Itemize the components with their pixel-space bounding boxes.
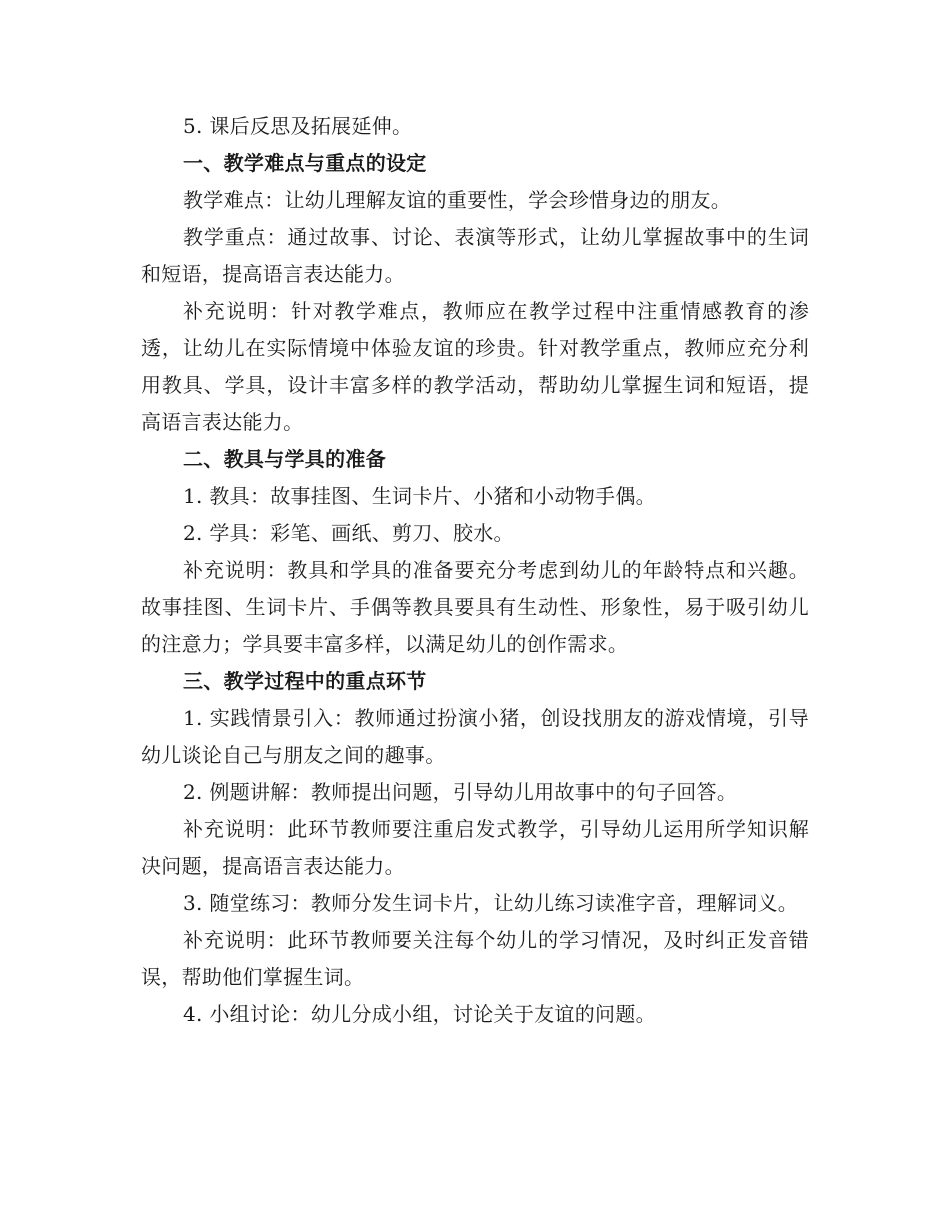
teaching-focus: 教学重点：通过故事、讨论、表演等形式，让幼儿掌握故事中的生词和短语，提高语言表达能力。	[141, 225, 809, 286]
teaching-aids: 1. 教具：故事挂图、生词卡片、小猪和小动物手偶。	[183, 484, 656, 508]
learning-tools: 2. 学具：彩笔、画纸、剪刀、胶水。	[183, 521, 514, 545]
step-2-example: 2. 例题讲解：教师提出问题，引导幼儿用故事中的句子回答。	[183, 780, 738, 804]
supplement-note-2: 补充说明：教具和学具的准备要充分考虑到幼儿的年龄特点和兴趣。故事挂图、生词卡片、手偶等教具要具有生动性、形象性，易于吸引幼儿的注意力；学具要丰富多样，以满足幼儿的创作需求。	[141, 558, 809, 656]
supplement-note-4: 补充说明：此环节教师要关注每个幼儿的学习情况，及时纠正发音错误，帮助他们掌握生词。	[141, 928, 809, 989]
step-1-introduction: 1. 实践情景引入：教师通过扮演小猪，创设找朋友的游戏情境，引导幼儿谈论自己与朋友之间的趣事。	[141, 706, 809, 767]
section-heading-1: 一、教学难点与重点的设定	[183, 151, 427, 175]
list-item-5-reflection: 5. 课后反思及拓展延伸。	[183, 114, 413, 138]
document-page	[141, 108, 809, 1033]
section-heading-3: 三、教学过程中的重点环节	[183, 669, 427, 693]
step-3-practice: 3. 随堂练习：教师分发生词卡片，让幼儿练习读准字音，理解词义。	[183, 891, 799, 915]
step-4-group-discussion: 4. 小组讨论：幼儿分成小组，讨论关于友谊的问题。	[183, 1002, 656, 1026]
supplement-note-3: 补充说明：此环节教师要注重启发式教学，引导幼儿运用所学知识解决问题，提高语言表达能力。	[141, 817, 809, 878]
section-heading-2: 二、教具与学具的准备	[183, 447, 386, 471]
teaching-difficulty: 教学难点：让幼儿理解友谊的重要性，学会珍惜身边的朋友。	[183, 188, 732, 212]
supplement-note-1: 补充说明：针对教学难点，教师应在教学过程中注重情感教育的渗透，让幼儿在实际情境中体验友谊的珍贵。针对教学重点，教师应充分利用教具、学具，设计丰富多样的教学活动，帮助幼儿掌握生词和短语，提高语言表达能力。	[141, 299, 809, 434]
